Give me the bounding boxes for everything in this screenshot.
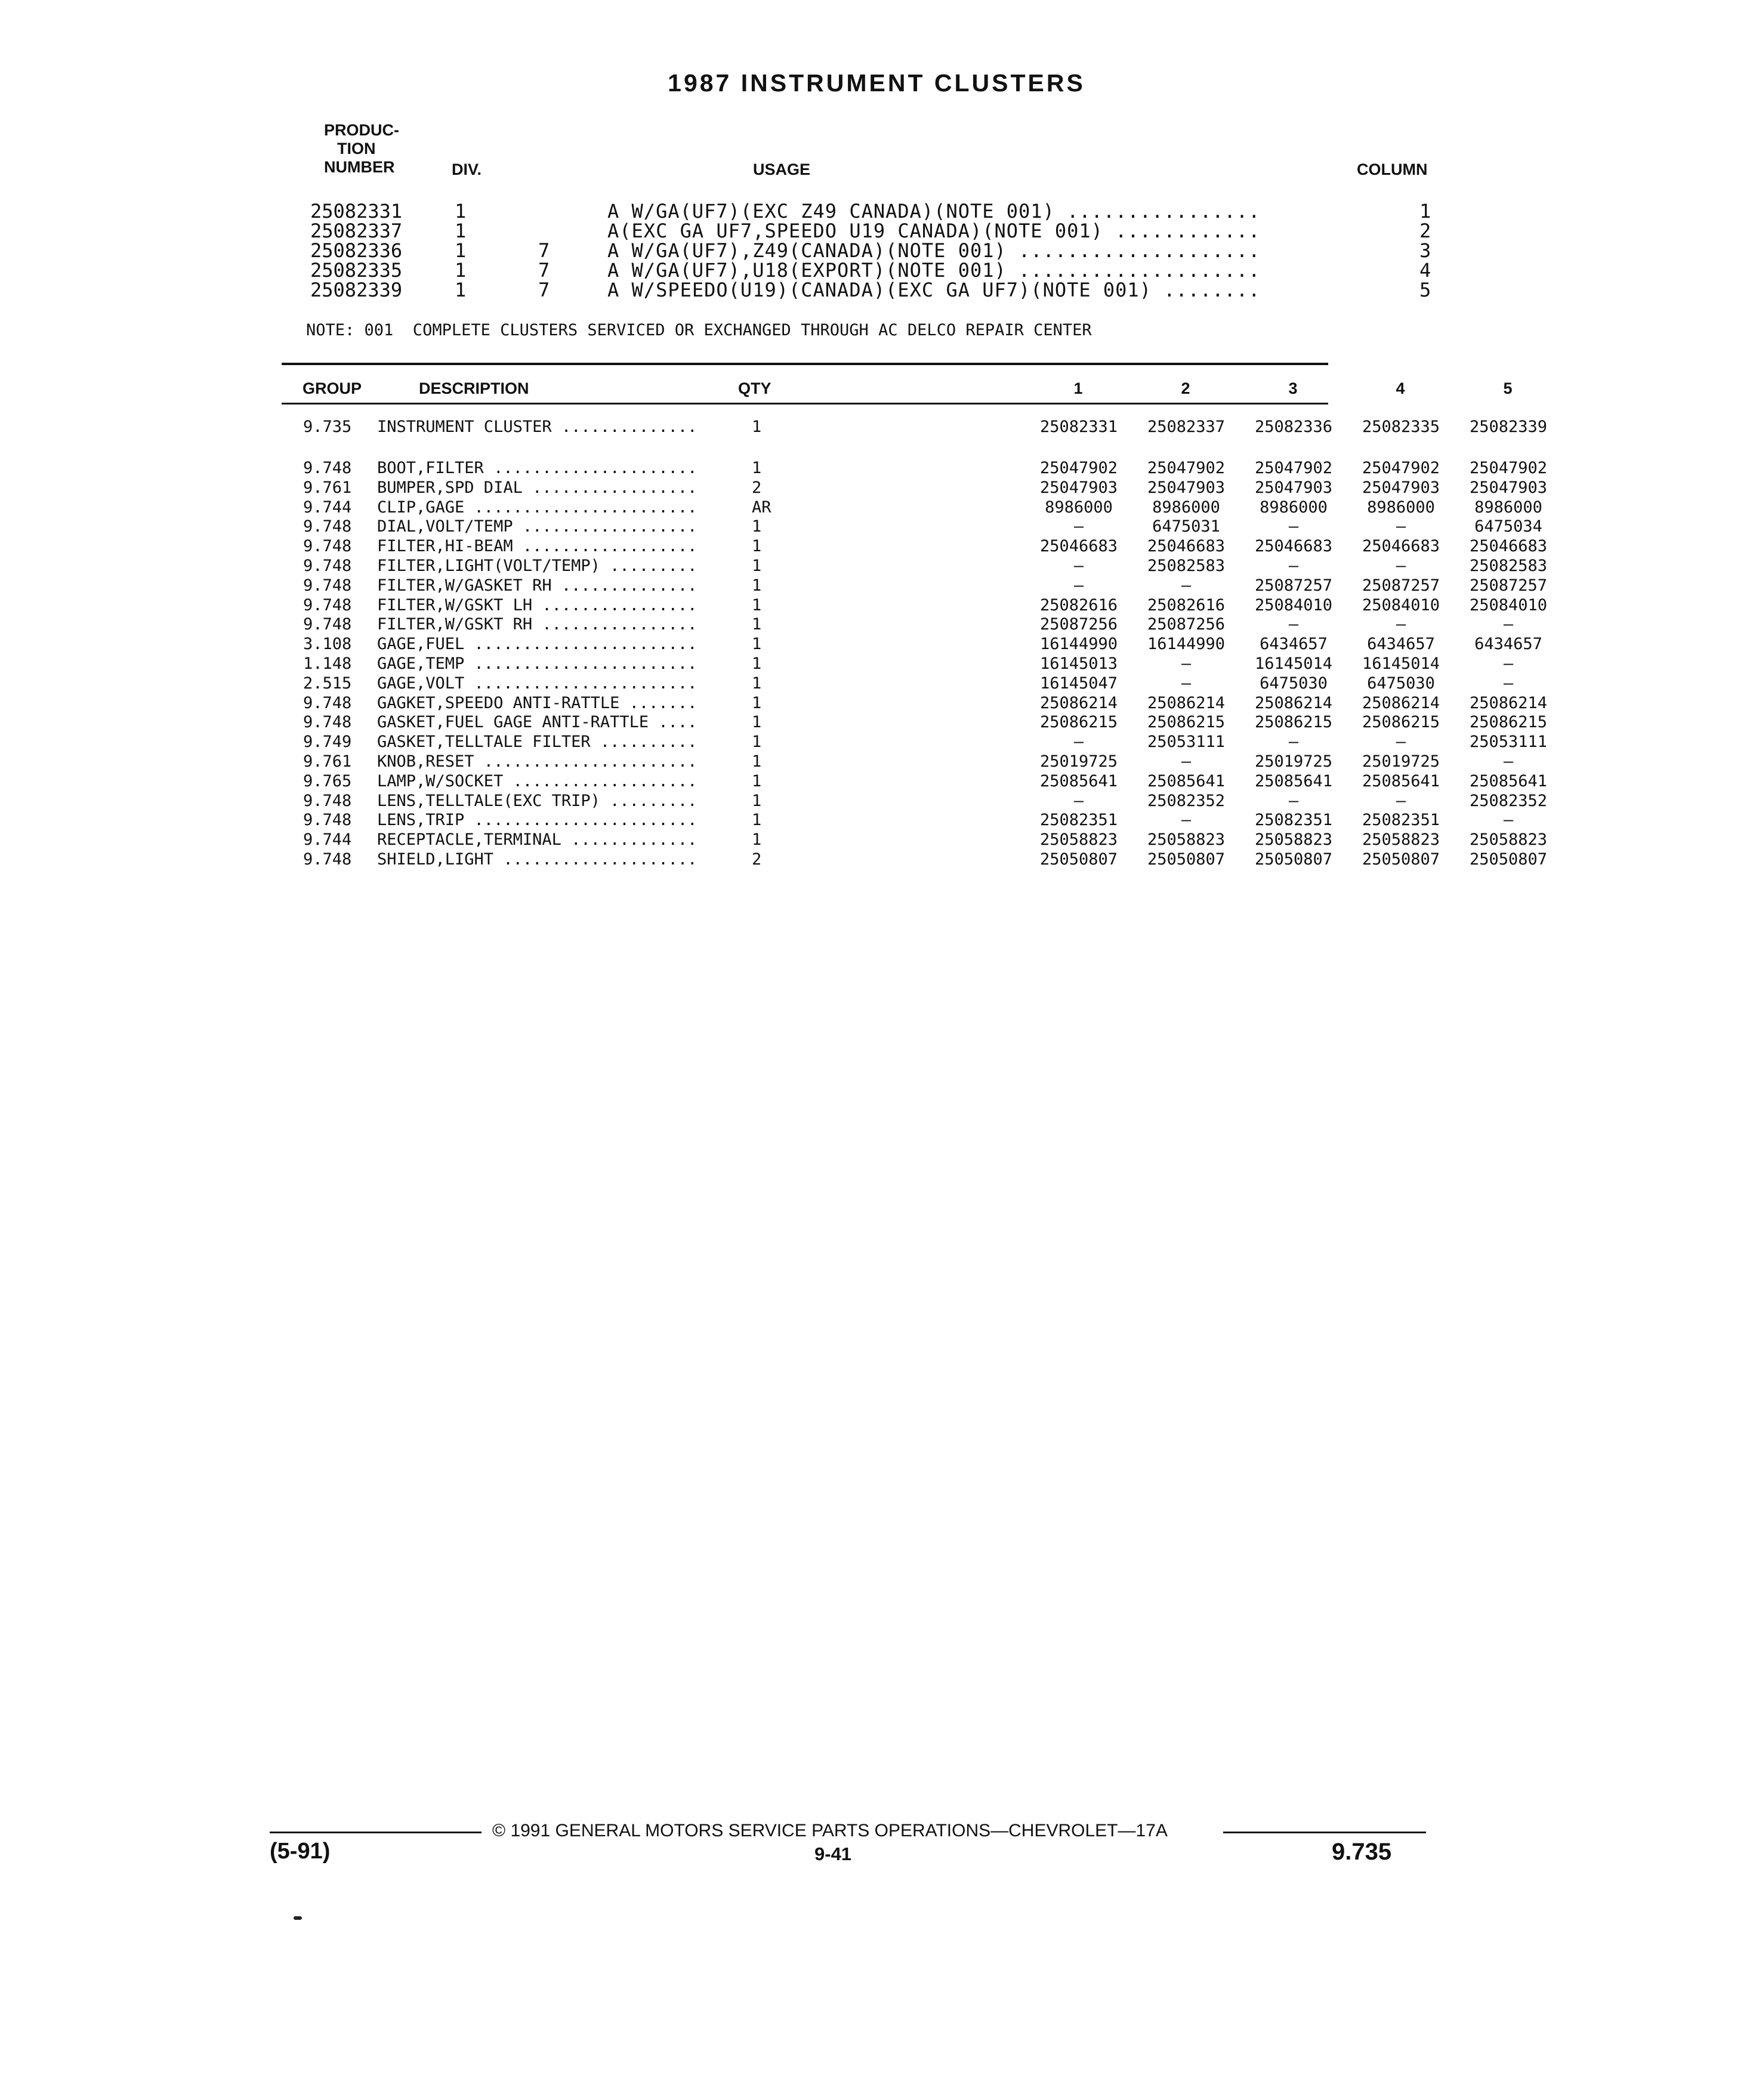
part-description: GAGE,TEMP ....................... (377, 654, 698, 673)
part-description: DIAL,VOLT/TEMP .................. (377, 517, 698, 536)
part-description: GASKET,TELLTALE FILTER .......... (377, 733, 698, 752)
usage-column-1-header: 1 (1073, 379, 1083, 397)
part-number-column-3: 6475030 (1260, 674, 1328, 693)
group-column-header: GROUP (303, 379, 362, 397)
part-number-column-1: — (1073, 576, 1084, 595)
usage-header: USAGE (753, 160, 811, 178)
part-group: 9.744 (303, 498, 352, 517)
part-number-column-1: 25082351 (1039, 811, 1118, 830)
table-row (303, 654, 1514, 674)
part-qty: 2 (752, 478, 762, 497)
production-div: 1 (455, 279, 467, 301)
part-group: 9.748 (303, 615, 352, 634)
part-number-column-4: 25046683 (1362, 537, 1440, 556)
part-number-column-4: 25047902 (1362, 459, 1440, 477)
table-row (303, 733, 1548, 752)
production-div: 1 (455, 239, 467, 262)
part-qty: 1 (752, 713, 762, 732)
part-number-column-3: — (1288, 733, 1299, 752)
part-number-column-5: 25082352 (1469, 791, 1548, 810)
production-row (310, 220, 1431, 242)
part-number-column-1: 25046683 (1039, 537, 1118, 556)
table-row (303, 752, 1514, 772)
part-number-column-1: 25085641 (1039, 771, 1118, 790)
parts-table-header (282, 379, 1513, 399)
part-number-column-2: — (1181, 654, 1192, 673)
table-row (303, 771, 1548, 792)
part-number-column-4: 25058823 (1362, 830, 1440, 850)
part-description: GAGE,FUEL ....................... (377, 635, 698, 654)
part-group: 9.748 (303, 811, 352, 830)
part-number-column-2: 25082337 (1147, 418, 1226, 436)
part-number-column-3: — (1288, 791, 1299, 810)
part-number-column-4: — (1396, 733, 1406, 752)
part-group: 3.108 (303, 635, 352, 654)
production-div: 1 (455, 220, 467, 242)
production-div-secondary: 7 (538, 279, 550, 301)
part-number-column-5: — (1503, 811, 1514, 830)
part-qty: 1 (752, 771, 762, 790)
part-number-column-5: 25086214 (1469, 693, 1548, 712)
part-group: 9.748 (303, 693, 352, 712)
part-number-column-1: 8986000 (1045, 498, 1113, 517)
production-row (310, 200, 1431, 223)
table-row (303, 459, 1548, 478)
part-number-column-3: 25050807 (1254, 850, 1333, 869)
production-column: 4 (1419, 259, 1431, 282)
part-number-column-5: 25050807 (1469, 850, 1548, 869)
part-group: 9.765 (303, 771, 352, 790)
footer-revision-date: (5-91) (270, 1839, 331, 1864)
part-number-column-4: 25050807 (1362, 850, 1440, 869)
part-number-column-4: 8986000 (1367, 498, 1435, 517)
table-row (303, 576, 1548, 596)
part-number-column-3: 25047903 (1254, 478, 1333, 497)
part-number-column-5: 6434657 (1474, 635, 1542, 654)
part-number-column-1: 25058823 (1039, 830, 1118, 850)
table-row (303, 674, 1514, 694)
production-number: 25082336 (310, 239, 403, 262)
part-number-column-3: 25082351 (1254, 811, 1333, 830)
part-description: BUMPER,SPD DIAL ................. (377, 478, 698, 497)
table-row (303, 478, 1548, 498)
part-number-column-5: 25058823 (1469, 830, 1548, 850)
production-div: 1 (455, 259, 467, 282)
part-number-column-4: — (1396, 615, 1406, 634)
part-description: FILTER,W/GSKT LH ................ (377, 595, 698, 614)
part-group: 9.748 (303, 713, 352, 732)
part-qty: 1 (752, 791, 762, 810)
part-number-column-3: 25047902 (1254, 459, 1333, 477)
part-group: 9.748 (303, 595, 352, 614)
part-qty: 1 (752, 654, 762, 673)
part-group: 9.748 (303, 459, 352, 477)
part-qty: 1 (752, 752, 762, 771)
part-number-column-4: — (1396, 557, 1406, 575)
part-qty: 1 (752, 674, 762, 693)
part-description: GASKET,FUEL GAGE ANTI-RATTLE .... (377, 713, 698, 732)
part-number-column-2: 8986000 (1152, 498, 1220, 517)
part-number-column-5: 25047903 (1469, 478, 1548, 497)
part-group: 9.744 (303, 830, 352, 850)
part-description: GAGE,VOLT ....................... (377, 674, 698, 693)
part-number-column-2: 25047903 (1147, 478, 1226, 497)
production-column: 1 (1419, 200, 1431, 223)
usage-column-5-header: 5 (1503, 379, 1513, 397)
part-number-column-1: 25087256 (1039, 615, 1118, 634)
part-number-column-5: 25047902 (1469, 459, 1548, 477)
part-description: FILTER,LIGHT(VOLT/TEMP) ......... (377, 557, 698, 575)
table-row (303, 615, 1514, 635)
part-qty: 1 (752, 615, 762, 634)
production-div: 1 (455, 200, 467, 223)
part-description: KNOB,RESET ...................... (377, 752, 698, 771)
part-qty: 1 (752, 418, 762, 436)
part-number-column-1: — (1073, 557, 1084, 575)
part-number-column-5: 25082583 (1469, 557, 1548, 575)
table-row (303, 517, 1542, 537)
part-description: CLIP,GAGE ....................... (377, 498, 698, 517)
part-qty: 1 (752, 733, 762, 752)
part-number-column-4: 25084010 (1362, 595, 1440, 614)
table-row (303, 693, 1548, 714)
part-number-column-5: — (1503, 674, 1514, 693)
table-row (303, 557, 1548, 576)
part-number-column-3: 25084010 (1254, 595, 1333, 614)
part-number-column-4: 25082335 (1362, 418, 1440, 436)
part-number-column-4: 25085641 (1362, 771, 1440, 790)
part-qty: 1 (752, 459, 762, 477)
part-number-column-2: 16144990 (1147, 635, 1226, 654)
part-number-column-3: 25082336 (1254, 418, 1333, 436)
part-group: 2.515 (303, 674, 352, 693)
part-qty: 1 (752, 811, 762, 830)
part-number-column-2: 25082616 (1147, 595, 1226, 614)
production-column: 2 (1419, 220, 1431, 242)
part-number-column-2: 25058823 (1147, 830, 1226, 850)
production-usage: A W/GA(UF7)(EXC Z49 CANADA)(NOTE 001) ................ (607, 200, 1261, 223)
part-number-column-3: 8986000 (1260, 498, 1328, 517)
production-column: 5 (1419, 279, 1431, 301)
part-number-column-3: 6434657 (1260, 635, 1328, 654)
part-number-column-1: 16144990 (1039, 635, 1118, 654)
footer-rule-right (1223, 1832, 1426, 1833)
part-number-column-5: — (1503, 752, 1514, 771)
part-number-column-2: — (1181, 576, 1192, 595)
production-number-header-line: TION (337, 140, 376, 158)
part-qty: 1 (752, 830, 762, 850)
table-row (303, 850, 1548, 870)
part-description: LENS,TELLTALE(EXC TRIP) ......... (377, 791, 698, 810)
production-column: 3 (1419, 239, 1431, 262)
production-div-secondary: 7 (538, 259, 550, 282)
part-qty: 2 (752, 850, 762, 869)
part-group: 9.748 (303, 791, 352, 810)
part-group: 9.761 (303, 478, 352, 497)
table-row (303, 418, 1548, 437)
production-number-header (324, 121, 425, 177)
part-number-column-1: 25047903 (1039, 478, 1118, 497)
table-row (303, 537, 1548, 557)
production-row (310, 239, 1431, 262)
part-number-column-4: — (1396, 791, 1406, 810)
part-number-column-5: — (1503, 615, 1514, 634)
part-number-column-1: 16145013 (1039, 654, 1118, 673)
part-number-column-5: 25085641 (1469, 771, 1548, 790)
part-description: RECEPTACLE,TERMINAL ............. (377, 830, 698, 850)
part-number-column-2: 25082352 (1147, 791, 1226, 810)
part-number-column-4: 25086215 (1362, 713, 1440, 732)
footer-page-number: 9-41 (814, 1843, 852, 1864)
part-number-column-5: — (1503, 654, 1514, 673)
part-number-column-2: 25086214 (1147, 693, 1226, 712)
part-qty: 1 (752, 557, 762, 575)
production-number: 25082337 (310, 220, 403, 242)
part-number-column-2: — (1181, 752, 1192, 771)
part-description: FILTER,HI-BEAM .................. (377, 537, 698, 556)
part-qty: 1 (752, 693, 762, 712)
scan-mark (294, 1916, 302, 1920)
part-qty: 1 (752, 537, 762, 556)
part-qty: AR (752, 498, 771, 517)
part-group: 9.735 (303, 418, 352, 436)
part-number-column-1: 25086215 (1039, 713, 1118, 732)
production-usage: A W/GA(UF7),Z49(CANADA)(NOTE 001) .................... (607, 239, 1261, 262)
part-number-column-5: 25087257 (1469, 576, 1548, 595)
part-number-column-3: 25087257 (1254, 576, 1333, 595)
part-description: FILTER,W/GSKT RH ................ (377, 615, 698, 634)
part-number-column-3: — (1288, 517, 1299, 536)
part-group: 9.748 (303, 537, 352, 556)
production-number: 25082339 (310, 279, 403, 301)
production-number: 25082335 (310, 259, 403, 282)
part-group: 9.761 (303, 752, 352, 771)
part-number-column-1: 25047902 (1039, 459, 1118, 477)
part-qty: 1 (752, 576, 762, 595)
part-number-column-4: — (1396, 517, 1406, 536)
table-header-rule (282, 403, 1328, 404)
part-description: LENS,TRIP ....................... (377, 811, 698, 830)
part-description: BOOT,FILTER ..................... (377, 459, 698, 477)
part-number-column-5: 25086215 (1469, 713, 1548, 732)
part-number-column-3: 25046683 (1254, 537, 1333, 556)
part-group: 9.748 (303, 576, 352, 595)
footer-rule-left (270, 1832, 482, 1833)
part-description: GAGKET,SPEEDO ANTI-RATTLE ....... (377, 693, 698, 712)
part-description: FILTER,W/GASKET RH .............. (377, 576, 698, 595)
part-number-column-1: — (1073, 791, 1084, 810)
production-usage: A W/SPEEDO(U19)(CANADA)(EXC GA UF7)(NOTE 001) ........ (607, 279, 1261, 301)
part-number-column-3: — (1288, 615, 1299, 634)
part-number-column-2: 6475031 (1152, 517, 1220, 536)
part-number-column-4: 25019725 (1362, 752, 1440, 771)
page-title: 1987 INSTRUMENT CLUSTERS (668, 69, 1085, 97)
table-row (303, 498, 1542, 518)
part-number-column-2: 25085641 (1147, 771, 1226, 790)
table-top-rule (282, 363, 1328, 365)
production-usage: A W/GA(UF7),U18(EXPORT)(NOTE 001) .................... (607, 259, 1261, 282)
part-number-column-2: 25050807 (1147, 850, 1226, 869)
part-number-column-1: 25082331 (1039, 418, 1118, 436)
part-group: 1.148 (303, 654, 352, 673)
part-number-column-5: 25082339 (1469, 418, 1548, 436)
part-number-column-4: 25047903 (1362, 478, 1440, 497)
production-number-header-line: NUMBER (324, 158, 395, 176)
part-group: 9.748 (303, 850, 352, 869)
part-number-column-4: 16145014 (1362, 654, 1440, 673)
part-number-column-3: 25085641 (1254, 771, 1333, 790)
part-number-column-4: 25086214 (1362, 693, 1440, 712)
part-qty: 1 (752, 595, 762, 614)
part-number-column-5: 6475034 (1474, 517, 1542, 536)
footer-section-number: 9.735 (1332, 1839, 1392, 1865)
part-number-column-1: — (1073, 733, 1084, 752)
production-number-table (310, 200, 1431, 301)
part-group: 9.748 (303, 517, 352, 536)
part-number-column-2: 25087256 (1147, 615, 1226, 634)
part-number-column-2: 25047902 (1147, 459, 1226, 477)
table-row (303, 595, 1548, 616)
usage-column-3-header: 3 (1288, 379, 1298, 397)
part-description: LAMP,W/SOCKET ................... (377, 771, 698, 790)
part-number-column-2: 25053111 (1147, 733, 1226, 752)
table-row (303, 791, 1548, 811)
part-number-column-2: 25046683 (1147, 537, 1226, 556)
part-number-column-2: — (1181, 811, 1192, 830)
div-header: DIV. (452, 160, 482, 178)
production-row (310, 279, 1431, 301)
part-description: INSTRUMENT CLUSTER .............. (377, 418, 698, 436)
part-qty: 1 (752, 635, 762, 654)
part-number-column-5: 25084010 (1469, 595, 1548, 614)
part-number-column-4: 6475030 (1367, 674, 1435, 693)
part-group: 9.748 (303, 557, 352, 575)
part-number-column-2: — (1181, 674, 1192, 693)
production-div-secondary: 7 (538, 239, 550, 262)
part-description: SHIELD,LIGHT .................... (377, 850, 698, 869)
column-header: COLUMN (1357, 160, 1428, 178)
qty-column-header: QTY (738, 379, 771, 397)
production-usage: A(EXC GA UF7,SPEEDO U19 CANADA)(NOTE 001) ............ (607, 220, 1261, 242)
part-number-column-5: 25053111 (1469, 733, 1548, 752)
production-number: 25082331 (310, 200, 403, 223)
table-row (303, 713, 1548, 733)
production-number-header-line: PRODUC- (324, 121, 399, 139)
part-number-column-1: 25086214 (1039, 693, 1118, 712)
part-number-column-3: 16145014 (1254, 654, 1333, 673)
part-group: 9.749 (303, 733, 352, 752)
usage-column-2-header: 2 (1181, 379, 1190, 397)
production-row (310, 259, 1431, 282)
part-number-column-1: 25019725 (1039, 752, 1118, 771)
part-number-column-3: 25086214 (1254, 693, 1333, 712)
table-row (303, 830, 1548, 850)
part-number-column-4: 25087257 (1362, 576, 1440, 595)
part-number-column-4: 25082351 (1362, 811, 1440, 830)
part-number-column-3: — (1288, 557, 1299, 575)
footer-copyright: © 1991 GENERAL MOTORS SERVICE PARTS OPERATIONS—CHEVROLET—17A (492, 1821, 1168, 1840)
part-number-column-1: 25082616 (1039, 595, 1118, 614)
part-number-column-4: 6434657 (1367, 635, 1435, 654)
part-number-column-5: 25046683 (1469, 537, 1548, 556)
part-number-column-1: 25050807 (1039, 850, 1118, 869)
part-number-column-3: 25058823 (1254, 830, 1333, 850)
description-column-header: DESCRIPTION (419, 379, 529, 397)
part-number-column-1: — (1073, 517, 1084, 536)
part-number-column-3: 25019725 (1254, 752, 1333, 771)
part-qty: 1 (752, 517, 762, 536)
part-number-column-2: 25082583 (1147, 557, 1226, 575)
service-note: NOTE: 001 COMPLETE CLUSTERS SERVICED OR EXCHANGED THROUGH AC DELCO REPAIR CENTER (306, 321, 1092, 339)
part-number-column-2: 25086215 (1147, 713, 1226, 732)
table-row (303, 635, 1542, 654)
part-number-column-3: 25086215 (1254, 713, 1333, 732)
part-number-column-1: 16145047 (1039, 674, 1118, 693)
usage-column-4-header: 4 (1396, 379, 1405, 397)
part-number-column-5: 8986000 (1474, 498, 1542, 517)
table-row (303, 811, 1514, 830)
